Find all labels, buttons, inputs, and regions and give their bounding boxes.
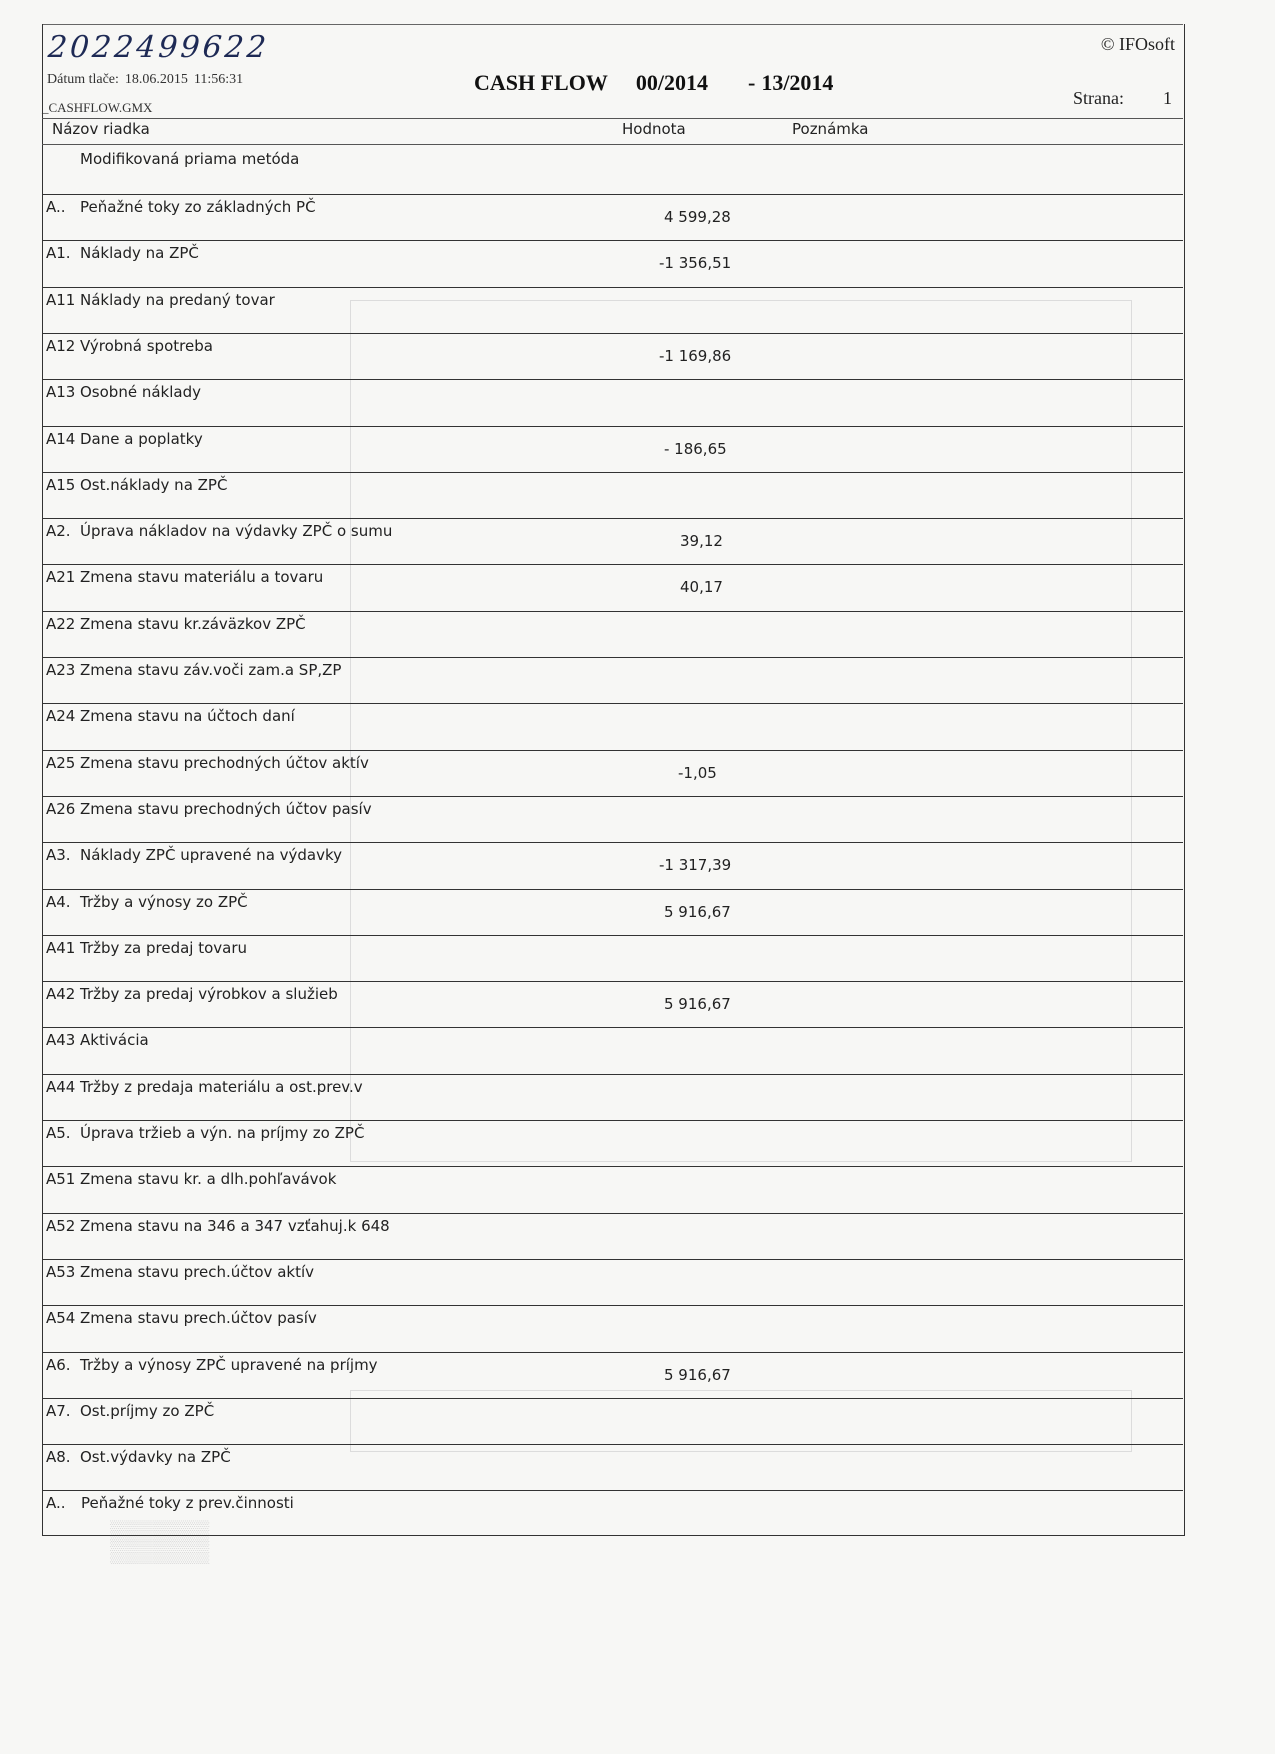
- table-row: [42, 1444, 1183, 1490]
- row-value: 40,17: [680, 578, 723, 596]
- row-label: Zmena stavu prech.účtov pasív: [80, 1309, 317, 1327]
- period-to: 13/2014: [761, 70, 834, 95]
- row-code: A2.: [46, 522, 71, 540]
- row-label: Ost.príjmy zo ZPČ: [80, 1402, 215, 1420]
- table-row: [42, 1398, 1183, 1444]
- row-label: Osobné náklady: [80, 383, 201, 401]
- row-separator: [42, 796, 1183, 797]
- row-separator: [42, 426, 1183, 427]
- table-row: [42, 1027, 1183, 1073]
- table-row: [42, 333, 1183, 379]
- row-label: Zmena stavu kr. a dlh.pohľavávok: [80, 1170, 337, 1188]
- row-label: Úprava nákladov na výdavky ZPČ o sumu: [80, 522, 393, 540]
- row-label: Zmena stavu na účtoch daní: [80, 707, 295, 725]
- row-code: A43: [46, 1031, 76, 1049]
- row-code: A6.: [46, 1356, 71, 1374]
- print-date-label: Dátum tlače:: [47, 72, 119, 87]
- table-row: [42, 657, 1183, 703]
- table-row: [42, 1259, 1183, 1305]
- row-value: 39,12: [680, 532, 723, 550]
- method-label: Modifikovaná priama metóda: [80, 150, 300, 168]
- row-code: A41: [46, 939, 76, 957]
- table-row: [42, 1120, 1183, 1166]
- print-date: [47, 72, 243, 88]
- row-separator: [42, 842, 1183, 843]
- row-label: Tržby a výnosy zo ZPČ: [80, 893, 248, 911]
- column-note-header: Poznámka: [792, 120, 869, 138]
- period-from: 00/2014: [635, 70, 708, 95]
- row-separator: [42, 564, 1183, 565]
- row-code: A1.: [46, 244, 71, 262]
- row-value: 5 916,67: [664, 1366, 731, 1384]
- row-value: -1 317,39: [659, 856, 732, 874]
- table-row: [42, 750, 1183, 796]
- row-code: A14: [46, 430, 76, 448]
- handwritten-id: 2022499622: [46, 30, 271, 65]
- print-time-value: 11:56:31: [193, 72, 244, 87]
- row-separator: [42, 240, 1183, 241]
- row-label: Tržby z predaja materiálu a ost.prev.v: [80, 1078, 363, 1096]
- row-separator: [42, 379, 1183, 380]
- row-label: Ost.výdavky na ZPČ: [80, 1448, 231, 1466]
- row-separator: [42, 611, 1183, 612]
- row-label: Zmena stavu materiálu a tovaru: [80, 568, 324, 586]
- row-separator: [42, 1352, 1183, 1353]
- row-code: A52: [46, 1217, 76, 1235]
- table-row: [42, 611, 1183, 657]
- table-row: [42, 1490, 1183, 1536]
- row-label: Náklady na ZPČ: [80, 244, 199, 262]
- row-code: A8.: [46, 1448, 71, 1466]
- row-separator: [42, 1166, 1183, 1167]
- row-label: Ost.náklady na ZPČ: [80, 476, 228, 494]
- table-row: [42, 796, 1183, 842]
- copyright: © IFOsoft: [1100, 34, 1175, 54]
- row-separator: [42, 935, 1183, 936]
- row-code: A4.: [46, 893, 71, 911]
- row-separator: [42, 981, 1183, 982]
- row-separator: [42, 287, 1183, 288]
- row-value: -1 356,51: [659, 254, 732, 272]
- row-separator: [42, 1120, 1183, 1121]
- row-separator: [42, 472, 1183, 473]
- table-row: [42, 889, 1183, 935]
- table-row: [42, 240, 1183, 286]
- table-row: [42, 194, 1183, 240]
- row-separator: [42, 889, 1183, 890]
- row-separator: [42, 750, 1183, 751]
- row-label: Úprava tržieb a výn. na príjmy zo ZPČ: [80, 1124, 365, 1142]
- table-row: [42, 518, 1183, 564]
- row-value: 5 916,67: [664, 995, 731, 1013]
- row-separator: [42, 1074, 1183, 1075]
- row-label: Peňažné toky z prev.činnosti: [81, 1494, 294, 1512]
- row-separator: [42, 518, 1183, 519]
- row-code: A7.: [46, 1402, 71, 1420]
- row-value: -1,05: [678, 764, 717, 782]
- report-title: [474, 70, 833, 96]
- row-code: A5.: [46, 1124, 71, 1142]
- row-label: Peňažné toky zo základných PČ: [80, 198, 316, 216]
- row-label: Zmena stavu kr.záväzkov ZPČ: [80, 615, 306, 633]
- table-row: [42, 981, 1183, 1027]
- row-label: Tržby za predaj tovaru: [80, 939, 248, 957]
- table-row: [42, 564, 1183, 610]
- table-row: [42, 1074, 1183, 1120]
- table-row: [42, 472, 1183, 518]
- row-label: Náklady na predaný tovar: [80, 291, 275, 309]
- row-separator: [42, 1213, 1183, 1214]
- row-separator: [42, 1398, 1183, 1399]
- table-row: [42, 1305, 1183, 1351]
- row-code: A..: [46, 1494, 66, 1512]
- row-code: A11: [46, 291, 76, 309]
- row-code: A22: [46, 615, 76, 633]
- file-name: _CASHFLOW.GMX: [42, 100, 153, 115]
- column-value-header: Hodnota: [622, 120, 686, 138]
- row-label: Zmena stavu prechodných účtov aktív: [80, 754, 369, 772]
- row-label: Tržby za predaj výrobkov a služieb: [80, 985, 338, 1003]
- table-row: [42, 379, 1183, 425]
- table-row: [42, 935, 1183, 981]
- row-code: A13: [46, 383, 76, 401]
- table-row: [42, 842, 1183, 888]
- row-code: A21: [46, 568, 76, 586]
- row-separator: [42, 1490, 1183, 1491]
- title-text: CASH FLOW: [474, 70, 608, 95]
- row-code: A..: [46, 198, 66, 216]
- row-label: Tržby a výnosy ZPČ upravené na príjmy: [80, 1356, 378, 1374]
- row-separator: [42, 1259, 1183, 1260]
- table-row: [42, 1352, 1183, 1398]
- row-label: Výrobná spotreba: [80, 337, 213, 355]
- page-label: Strana:: [1073, 88, 1124, 108]
- row-code: A44: [46, 1078, 76, 1096]
- row-separator: [42, 1027, 1183, 1028]
- print-date-value: 18.06.2015: [124, 72, 188, 87]
- row-label: Zmena stavu prechodných účtov pasív: [80, 800, 372, 818]
- row-label: Zmena stavu na 346 a 347 vzťahuj.k 648: [80, 1217, 390, 1235]
- row-separator: [42, 1444, 1183, 1445]
- row-label: Zmena stavu záv.voči zam.a SP,ZP: [80, 661, 342, 679]
- row-separator: [42, 1305, 1183, 1306]
- row-code: A3.: [46, 846, 71, 864]
- column-name-header: Názov riadka: [52, 120, 150, 138]
- row-value: 4 599,28: [664, 208, 731, 226]
- table-row: [42, 1213, 1183, 1259]
- row-label: Aktivácia: [80, 1031, 149, 1049]
- row-code: A12: [46, 337, 76, 355]
- table-row: [42, 1166, 1183, 1212]
- row-code: A42: [46, 985, 76, 1003]
- row-code: A15: [46, 476, 76, 494]
- row-value: 5 916,67: [664, 903, 731, 921]
- column-header-bottom-line: [42, 144, 1183, 145]
- row-separator: [42, 657, 1183, 658]
- table-row: [42, 287, 1183, 333]
- row-code: A54: [46, 1309, 76, 1327]
- row-label: Dane a poplatky: [80, 430, 203, 448]
- row-separator: [42, 703, 1183, 704]
- row-value: -1 169,86: [659, 347, 732, 365]
- row-code: A23: [46, 661, 76, 679]
- column-header-line: [42, 118, 1183, 119]
- row-code: A24: [46, 707, 76, 725]
- row-label: Zmena stavu prech.účtov aktív: [80, 1263, 314, 1281]
- show-through-stamp: ▒▒▒▒▒▒▒ ▒▒▒▒▒▒▒: [110, 1520, 210, 1564]
- row-value: - 186,65: [664, 440, 727, 458]
- row-separator: [42, 333, 1183, 334]
- page-number: 1: [1163, 88, 1172, 108]
- table-row: [42, 426, 1183, 472]
- row-label: Náklady ZPČ upravené na výdavky: [80, 846, 343, 864]
- row-separator: [42, 194, 1183, 195]
- row-code: A51: [46, 1170, 76, 1188]
- table-row: [42, 703, 1183, 749]
- row-code: A26: [46, 800, 76, 818]
- period-separator: -: [747, 70, 756, 95]
- row-code: A25: [46, 754, 76, 772]
- row-code: A53: [46, 1263, 76, 1281]
